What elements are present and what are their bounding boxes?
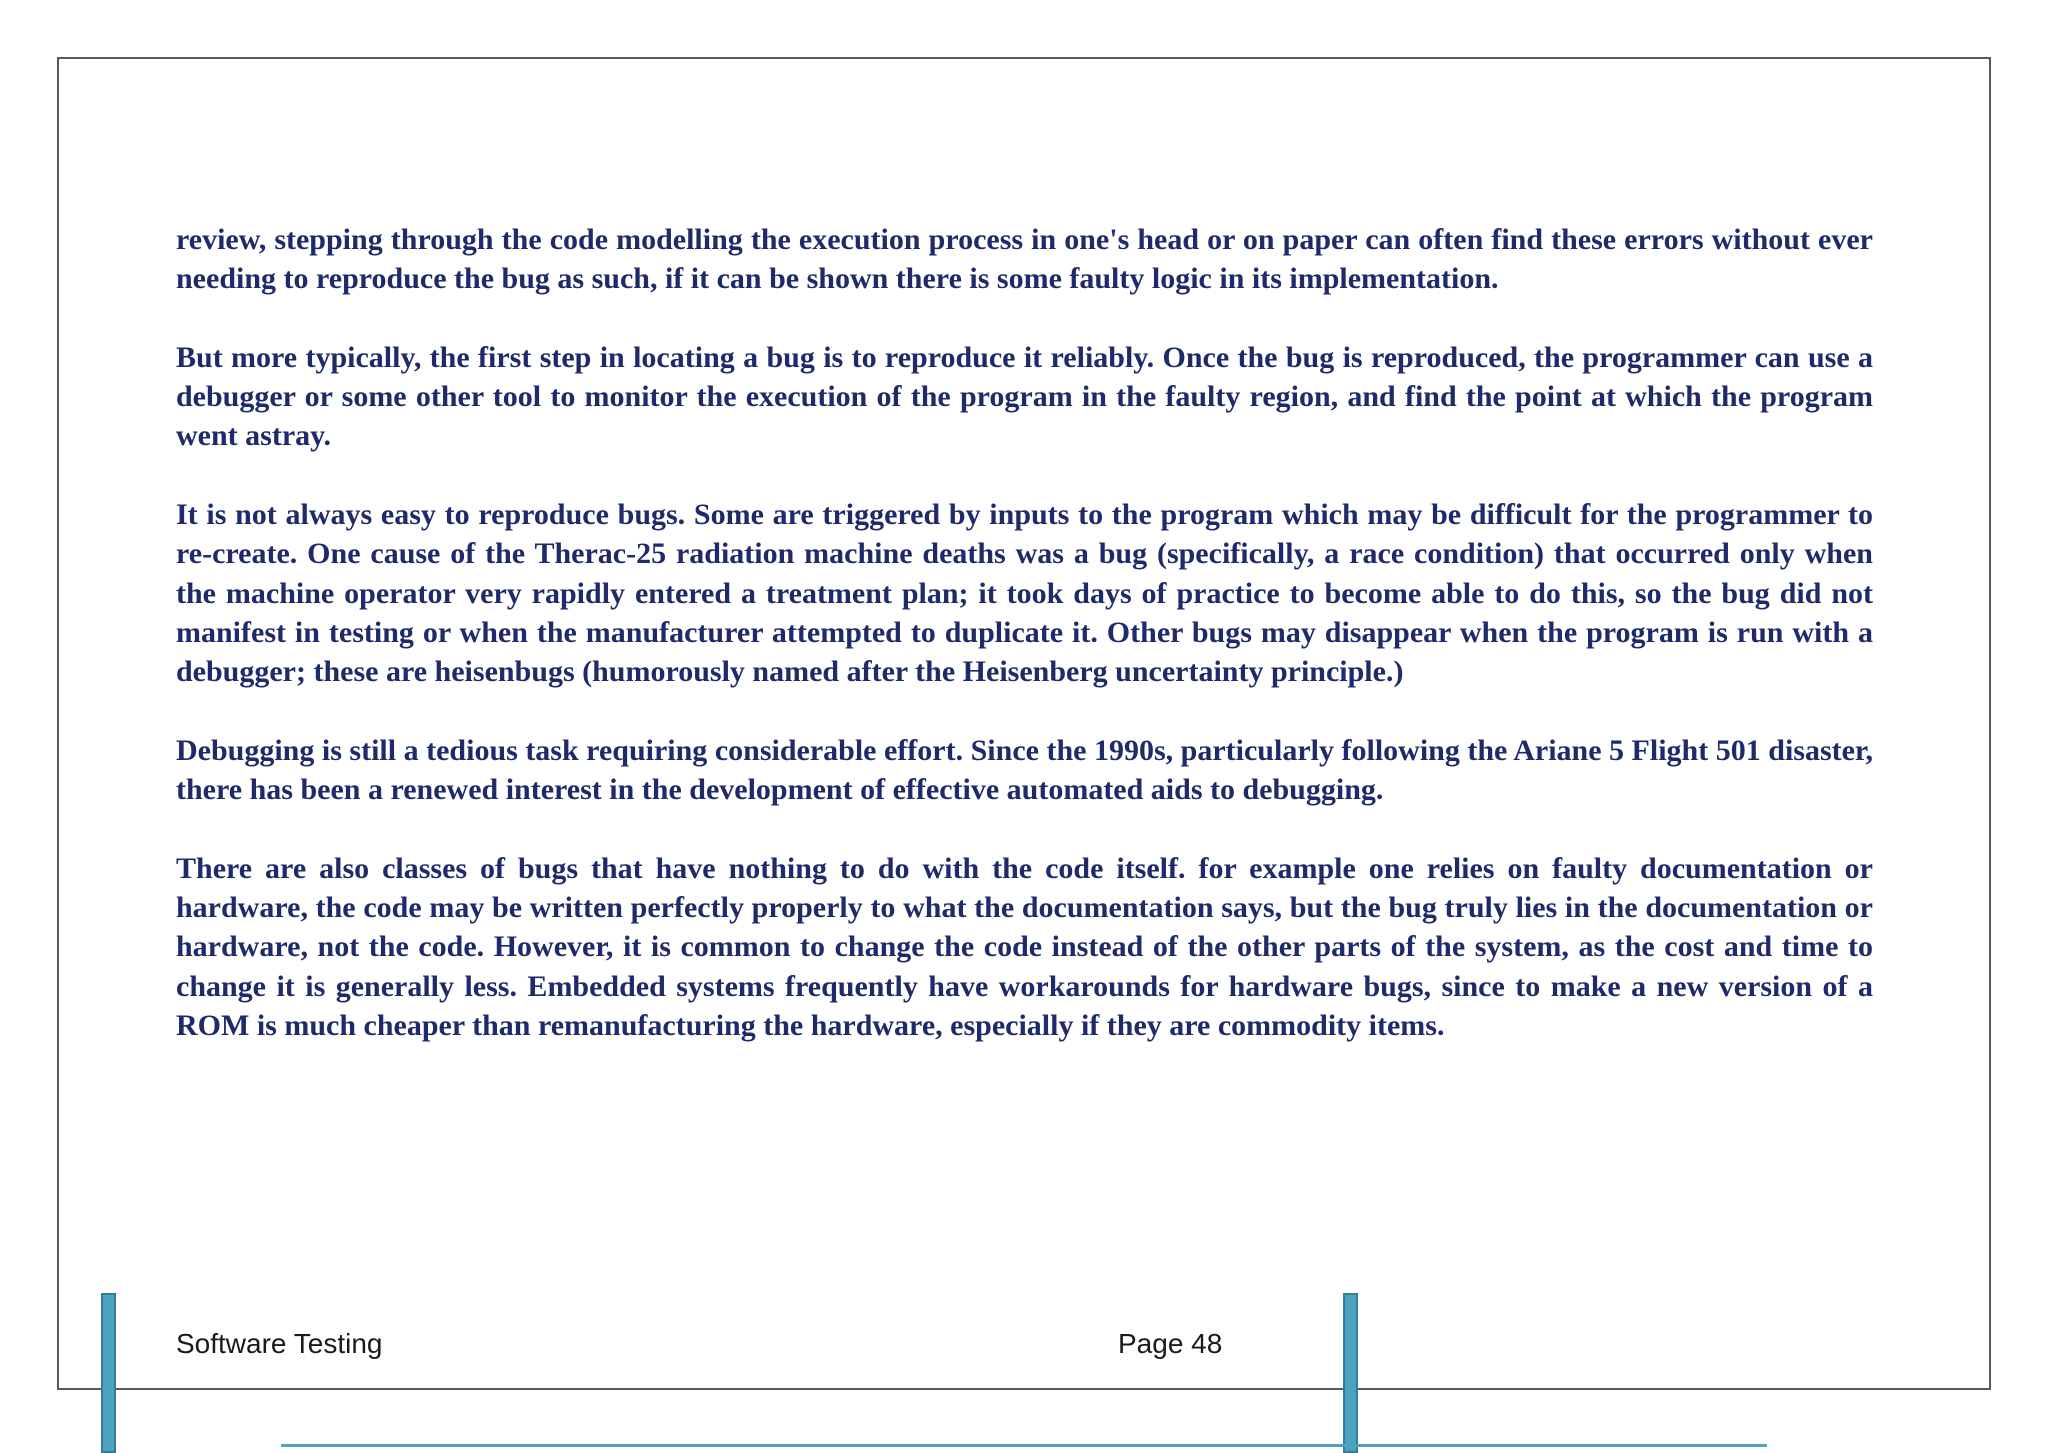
paragraph-4: Debugging is still a tedious task requiring considerable effort. Since the 1990s, particularly following the Ariane 5 Flight 501 disaster, there has been a renewed interest in the development of effective automated aids to debugging. [176,733,1873,807]
footer-document-title: Software Testing [176,1328,383,1359]
document-body [176,220,1873,1085]
paragraph-3: It is not always easy to reproduce bugs. Some are triggered by inputs to the program which may be difficult for the programmer to re-create. One cause of the Therac-25 radiation machine deaths was a bug (specifically, a race condition) that occurred only when the machine operator very rapidly entered a treatment plan; it took days of practice to become able to do this, so the bug did not manifest in testing or when the manufacturer attempted to duplicate it. Other bugs may disappear when the program is run with a debugger; these are heisenbugs (humorously named after the Heisenberg uncertainty principle.) [176,498,1873,689]
paragraph-1: review, stepping through the code modelling the execution process in one's head or on paper can often find these errors without ever needing to reproduce the bug as such, if it can be shown there is some faulty logic in its implementation. [176,223,1873,296]
footer-decoration-bar-left [101,1293,116,1453]
paragraph-2: But more typically, the first step in locating a bug is to reproduce it reliably. Once the bug is reproduced, the programmer can use a debugger or some other tool to monitor the execution of the program in the faulty region, and find the point at which the program went astray. [176,340,1873,453]
footer-page-number: Page 48 [1118,1328,1223,1359]
footer-decoration-bar-right [1343,1293,1358,1453]
paragraph-5: There are also classes of bugs that have nothing to do with the code itself. for example one relies on faulty documentation or hardware, the code may be written perfectly properly to what the documentation says, but the bug truly lies in the documentation or hardware, not the code. However, it is common to change the code instead of the other parts of the system, as the cost and time to change it is generally less. Embedded systems frequently have workarounds for hardware bugs, since to make a new version of a ROM is much cheaper than remanufacturing the hardware, especially if they are commodity items. [176,851,1873,1042]
